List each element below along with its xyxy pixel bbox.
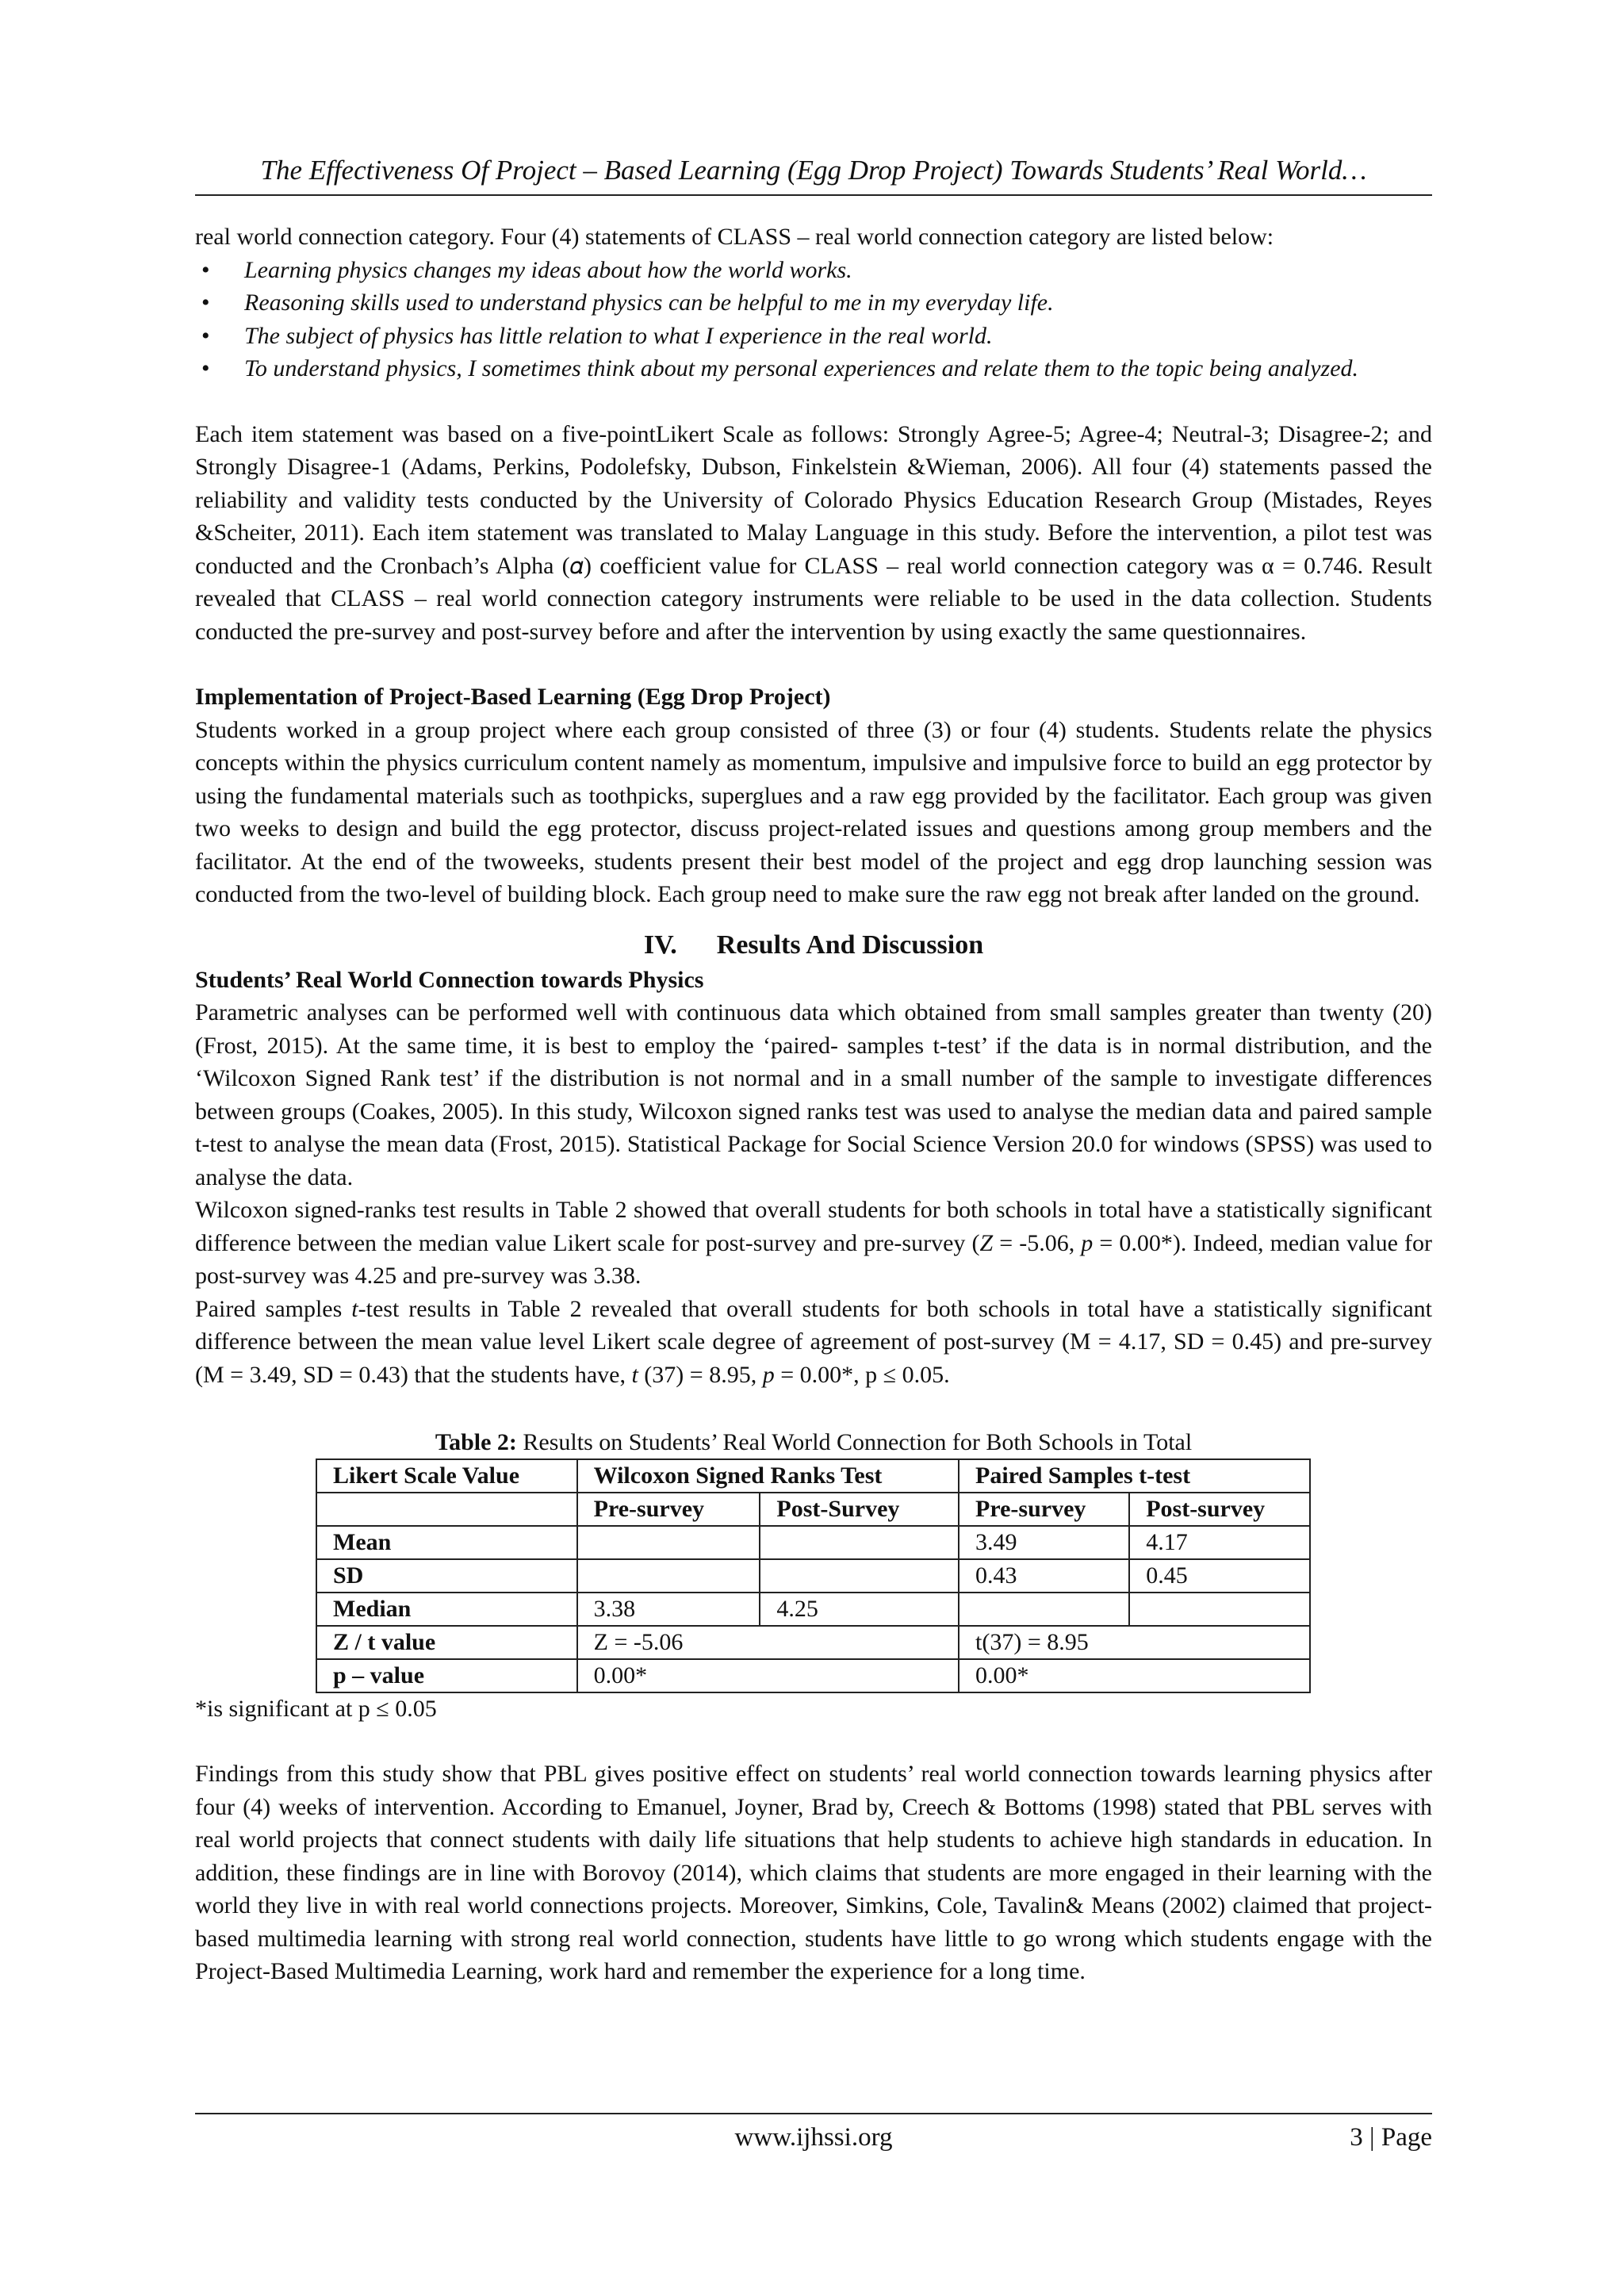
results-table [316, 1458, 1311, 1693]
results-paragraph-2 [195, 1194, 1432, 1293]
table-cell: 3.38 [577, 1593, 760, 1626]
table-cell: 0.00* [959, 1659, 1310, 1692]
spacer [195, 1391, 1432, 1424]
table-row [316, 1659, 1310, 1692]
table-header-cell: Pre-survey [577, 1493, 760, 1526]
table-header-cell: Wilcoxon Signed Ranks Test [577, 1459, 959, 1493]
table-caption-text: Results on Students’ Real World Connection for Both Schools in Total [516, 1429, 1193, 1455]
list-item [195, 254, 1432, 287]
statement-text: The subject of physics has little relation to what I experience in the real world. [244, 322, 993, 349]
table-header-cell: Post-survey [1129, 1493, 1310, 1526]
table-cell [760, 1526, 959, 1559]
table-cell [316, 1493, 577, 1526]
table-cell: 0.43 [959, 1559, 1129, 1593]
table-cell: 4.17 [1129, 1526, 1310, 1559]
bullet-icon: • [201, 289, 210, 316]
likert-paragraph: Each item statement was based on a five-pointLikert Scale as follows: Strongly Agree-5; Agree-4; Neutral-3; Disagree-2; and Strongly Disagree-1 (Adams, Perkins, Podolefsky, Dubson, Finkelstein &Wieman, 2006). All four (4) statements passed the reliability and validity tests conducted by the University of Colorado Physics Education Research Group (Mistades, Reyes &Scheiter, 2011). Each item statement was translated to Malay Language in this study. Before the intervention, a pilot test was conducted and the Cronbach’s Alpha (𝛼) coefficient value for CLASS – real world connection category was α = 0.746. Result revealed that CLASS – real world connection category instruments were reliable to be used in the data collection. Students conducted the pre-survey and post-survey before and after the intervention by using exactly the same questionnaires. [195, 420, 1432, 645]
results-subheading: Students’ Real World Connection towards Physics [195, 966, 704, 993]
table-cell [1129, 1593, 1310, 1626]
text-run: = 0.00*). Indeed, median value for post-survey was 4.25 and pre-survey was 3.38. [195, 1229, 1432, 1289]
row-label: Z / t value [316, 1626, 577, 1659]
results-paragraph-1: Parametric analyses can be performed well with continuous data which obtained from small samples greater than twenty (20) (Frost, 2015). At the same time, it is best to employ the ‘paired- samples t-test’ if the data is in normal distribution, and the ‘Wilcoxon Signed Rank test’ if the distribution is not normal and in a small number of the sample to investigate differences between groups (Coakes, 2005). In this study, Wilcoxon signed ranks test was used to analyse the median data and paired sample t-test to analyse the mean data (Frost, 2015). Statistical Package for Social Science Version 20.0 for windows (SPSS) was used to analyse the data. [195, 999, 1432, 1190]
text-run: Paired samples [195, 1295, 352, 1322]
text-run: t [631, 1361, 638, 1388]
text-run: = 0.00*, p ≤ 0.05. [774, 1361, 950, 1388]
row-label: p – value [316, 1659, 577, 1692]
bullet-icon: • [201, 322, 210, 349]
table-header-cell: Paired Samples t-test [959, 1459, 1310, 1493]
table-cell: t(37) = 8.95 [959, 1626, 1310, 1659]
table-cell: 0.00* [577, 1659, 959, 1692]
text-run: = -5.06, [993, 1229, 1082, 1256]
text-run: p [1081, 1229, 1094, 1256]
page-footer [195, 2119, 1432, 2156]
row-label: Median [316, 1593, 577, 1626]
intro-lead-paragraph: real world connection category. Four (4) statements of CLASS – real world connection category are listed below: [195, 224, 1274, 250]
bullet-icon: • [201, 355, 210, 381]
list-item [195, 320, 1432, 353]
section-number: IV. [643, 930, 677, 960]
table-footnote: *is significant at p ≤ 0.05 [195, 1696, 437, 1722]
running-header: The Effectiveness Of Project – Based Learning (Egg Drop Project) Towards Students’ Real World… [260, 155, 1367, 186]
table-row [316, 1593, 1310, 1626]
bullet-icon: • [201, 256, 210, 283]
table-cell: 3.49 [959, 1526, 1129, 1559]
journal-url: www.ijhssi.org [734, 2123, 893, 2152]
list-item [195, 352, 1432, 385]
table-row [316, 1626, 1310, 1659]
table-cell: 0.45 [1129, 1559, 1310, 1593]
spacer [195, 385, 1432, 418]
table-cell [760, 1559, 959, 1593]
implementation-heading: Implementation of Project-Based Learning (Egg Drop Project) [195, 684, 831, 710]
footer-divider [195, 2113, 1432, 2114]
text-run: Z [979, 1229, 994, 1256]
table-header-row [316, 1459, 1310, 1493]
table-header-cell: Post-Survey [760, 1493, 959, 1526]
table-caption [195, 1427, 1432, 1458]
spacer [195, 648, 1432, 680]
table-row [316, 1526, 1310, 1559]
text-run: Wilcoxon signed-ranks test results in Table 2 showed that overall students for both schools in total have a statistically significant difference between the median value Likert scale for post-survey and pre-survey ( [195, 1197, 1432, 1256]
text-run: (37) = 8.95, [638, 1361, 763, 1388]
list-item [195, 286, 1432, 320]
table-header-cell: Pre-survey [959, 1493, 1129, 1526]
spacer [195, 1725, 1432, 1757]
statement-text: Learning physics changes my ideas about how the world works. [244, 256, 852, 283]
table-cell [959, 1593, 1129, 1626]
implementation-paragraph: Students worked in a group project where each group consisted of three (3) or four (4) students. Students relate the physics concepts within the physics curriculum content namely as momentum, impulsive and impulsive force to build an egg protector by using the fundamental materials such as toothpicks, superglues and a raw egg provided by the facilitator. Each group was given two weeks to design and build the egg protector, discuss project-related issues and questions among group members and the facilitator. At the end of the twoweeks, students present their best model of the project and egg drop launching session was conducted from the two-level of building block. Each group need to make sure the raw egg not break after landed on the ground. [195, 716, 1432, 907]
spacer [195, 911, 1432, 927]
table-row [316, 1559, 1310, 1593]
section-heading [195, 927, 1432, 964]
header-divider [195, 194, 1432, 196]
findings-paragraph: Findings from this study show that PBL gives positive effect on students’ real world connection towards learning physics after four (4) weeks of intervention. According to Emanuel, Joyner, Brad by, Creech & Bottoms (1998) stated that PBL serves with real world projects that connect students with daily life situations that help students to achieve high standards in education. In addition, these findings are in line with Borovoy (2014), which claims that students are more engaged in their learning with the world they live in with real world connections projects. Moreover, Simkins, Cole, Tavalin& Means (2002) claimed that project-based multimedia learning with strong real world connection, students have little to go wrong which students engage with the Project-Based Multimedia Learning, work hard and remember the experience for a long time. [195, 1761, 1432, 1984]
body-content [195, 220, 1432, 1988]
row-label: SD [316, 1559, 577, 1593]
table-header-cell: Likert Scale Value [316, 1459, 577, 1493]
table-cell [577, 1559, 760, 1593]
table-cell: Z = -5.06 [577, 1626, 959, 1659]
statement-text: To understand physics, I sometimes think about my personal experiences and relate them to the topic being analyzed. [244, 355, 1359, 381]
statement-text: Reasoning skills used to understand physics can be helpful to me in my everyday life. [244, 289, 1054, 316]
section-title: Results And Discussion [716, 930, 984, 960]
table-cell [577, 1526, 760, 1559]
class-statements-list [195, 254, 1432, 385]
text-run: -test results in Table 2 revealed that overall students for both schools in total have a statistically significant difference between the mean value level Likert scale degree of agreement of post-survey (M = 4.17, SD = 0.45) and pre-survey (M = 3.49, SD = 0.43) that the students have, [195, 1295, 1432, 1388]
page-number: 3 | Page [1350, 2123, 1432, 2152]
table-caption-label: Table 2: [435, 1429, 517, 1455]
text-run: p [762, 1361, 775, 1388]
table-cell: 4.25 [760, 1593, 959, 1626]
table-subheader-row [316, 1493, 1310, 1526]
text-run: t [351, 1295, 358, 1322]
results-paragraph-3 [195, 1293, 1432, 1392]
row-label: Mean [316, 1526, 577, 1559]
